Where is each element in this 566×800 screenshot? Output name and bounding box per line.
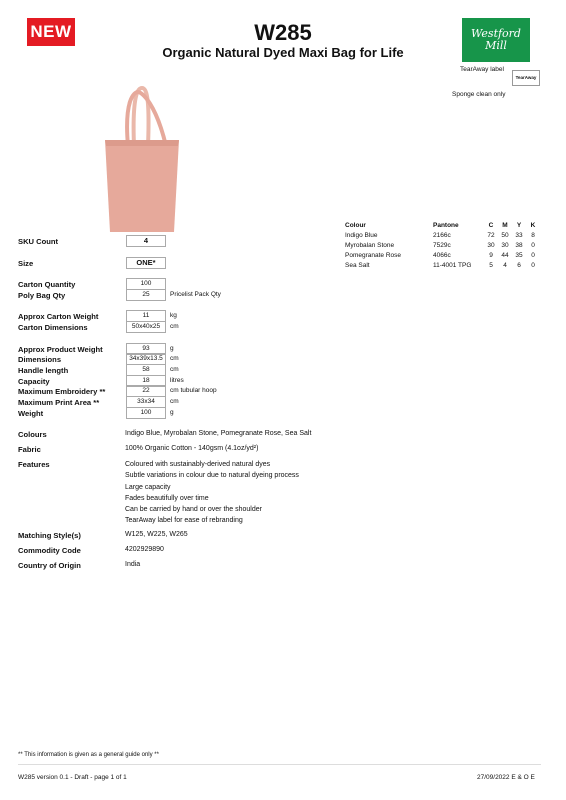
commodity-label: Commodity Code [18, 546, 81, 555]
origin-label: Country of Origin [18, 561, 81, 570]
list-item: Coloured with sustainably-derived natural dyes [125, 461, 271, 468]
handle-length-value: 58 [126, 364, 166, 376]
fabric-label: Fabric [18, 445, 41, 454]
commodity-value: 4202929890 [125, 546, 164, 553]
colours-value: Indigo Blue, Myrobalan Stone, Pomegranate Rose, Sea Salt [125, 430, 312, 437]
capacity-value: 18 [126, 375, 166, 387]
dimensions-value: 34x39x13.5 [126, 353, 166, 365]
bag-rim [105, 140, 179, 146]
footer-date: 27/09/2022 E & O E [477, 774, 535, 781]
list-item: Fades beautifully over time [125, 494, 209, 502]
new-badge: NEW [27, 18, 75, 46]
size-value: ONE* [126, 257, 166, 269]
table-row: Indigo Blue 2166c 72 50 33 8 [345, 231, 535, 239]
product-image [100, 84, 184, 236]
carton-dims-value: 50x40x25 [126, 321, 166, 333]
print-area-unit: cm [170, 398, 179, 405]
weight-unit: g [170, 409, 174, 416]
features-list [125, 459, 299, 527]
matching-label: Matching Style(s) [18, 531, 81, 540]
product-weight-label: Approx Product Weight [18, 345, 103, 354]
footer-divider [18, 764, 541, 765]
dimensions-unit: cm [170, 355, 179, 362]
weight-value: 100 [126, 407, 166, 419]
capacity-unit: litres [170, 377, 184, 384]
poly-bag-value: 25 [126, 289, 166, 301]
poly-bag-label: Poly Bag Qty [18, 291, 66, 300]
care-text: Sponge clean only [452, 91, 506, 98]
handle-length-label: Handle length [18, 366, 69, 375]
weight-label: Weight [18, 409, 44, 418]
carton-qty-value: 100 [126, 278, 166, 290]
size-label: Size [18, 259, 34, 268]
capacity-label: Capacity [18, 377, 50, 386]
embroidery-value: 22 [126, 385, 166, 397]
carton-qty-label: Carton Quantity [18, 280, 76, 289]
poly-bag-unit: Pricelist Pack Qty [170, 291, 221, 298]
product-title: Organic Natural Dyed Maxi Bag for Life [162, 45, 404, 60]
fabric-value: 100% Organic Cotton - 140gsm (4.1oz/yd²) [125, 445, 259, 452]
handle-length-unit: cm [170, 366, 179, 373]
product-weight-unit: g [170, 345, 174, 352]
sku-count-label: SKU Count [18, 237, 59, 246]
pantone-table [345, 220, 540, 270]
matching-value: W125, W225, W265 [125, 531, 188, 538]
list-item: Large capacity [125, 483, 171, 491]
product-code: W285 [254, 20, 312, 45]
list-item: Can be carried by hand or over the shoulder [125, 506, 262, 514]
list-item: Subtle variations in colour due to natural dyeing process [125, 472, 299, 480]
embroidery-unit: cm tubular hoop [170, 387, 217, 394]
carton-weight-value: 11 [126, 310, 166, 322]
brand-logo [462, 18, 530, 62]
features-label: Features [18, 460, 50, 469]
origin-value: India [125, 561, 141, 568]
pantone-header-row: Colour Pantone C M Y K [345, 221, 536, 229]
bag-body [105, 140, 179, 232]
carton-weight-label: Approx Carton Weight [18, 312, 99, 321]
carton-weight-unit: kg [170, 312, 177, 319]
embroidery-label: Maximum Embroidery ** [18, 387, 106, 396]
product-weight-value: 93 [126, 343, 166, 355]
print-area-label: Maximum Print Area ** [18, 398, 100, 407]
list-item: TearAway label for ease of rebranding [125, 517, 243, 525]
carton-dims-unit: cm [170, 323, 179, 330]
table-row: Pomegranate Rose 4066c 9 44 35 0 [345, 251, 535, 259]
tearaway-label-text: TearAway label [460, 66, 504, 73]
table-row: Myrobalan Stone 7529c 30 30 38 0 [345, 241, 535, 249]
brand-name: Westford Mill [471, 27, 521, 52]
footer-note: ** This information is given as a general guide only ** [18, 752, 159, 758]
footer-version: W285 version 0.1 - Draft - page 1 of 1 [18, 774, 127, 781]
colours-label: Colours [18, 430, 47, 439]
tearaway-icon: TearAway [512, 70, 540, 86]
dimensions-label: Dimensions [18, 355, 62, 364]
print-area-value: 33x34 [126, 396, 166, 408]
sku-count-value: 4 [126, 235, 166, 247]
table-row: Sea Salt 11-4001 TPG 5 4 6 0 [345, 261, 535, 269]
carton-dims-label: Carton Dimensions [18, 323, 88, 332]
